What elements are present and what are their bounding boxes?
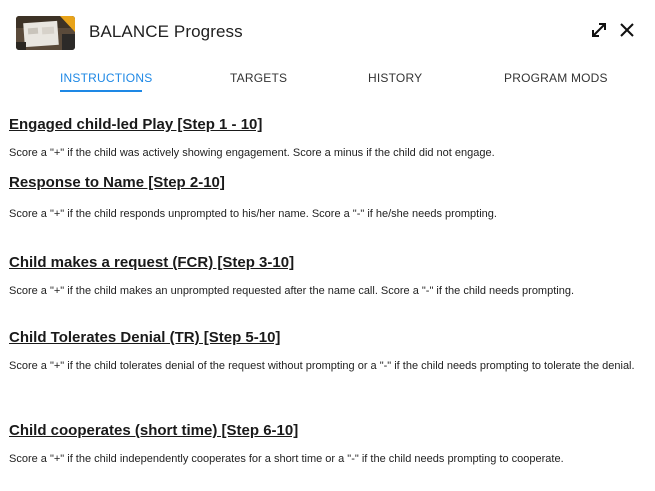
- tab-history[interactable]: HISTORY: [368, 71, 423, 85]
- active-tab-indicator: [60, 90, 142, 92]
- section-body: Score a "+" if the child responds unprompted to his/her name. Score a "-" if he/she needs prompting.: [9, 208, 497, 220]
- tab-instructions[interactable]: INSTRUCTIONS: [60, 71, 153, 85]
- dialog-header: [0, 0, 655, 64]
- dialog-title: BALANCE Progress: [89, 22, 243, 41]
- section-title: Child Tolerates Denial (TR) [Step 5-10]: [9, 329, 281, 346]
- section-title: Engaged child-led Play [Step 1 - 10]: [9, 116, 263, 133]
- section-body: Score a "+" if the child was actively showing engagement. Score a minus if the child did not engage.: [9, 147, 495, 159]
- section-title: Child cooperates (short time) [Step 6-10]: [9, 422, 299, 439]
- section-body: Score a "+" if the child makes an unprompted requested after the name call. Score a "-" if the child needs prompting.: [9, 285, 575, 297]
- close-icon[interactable]: [617, 20, 637, 40]
- tab-program-mods[interactable]: PROGRAM MODS: [504, 71, 608, 85]
- expand-icon[interactable]: [589, 20, 609, 40]
- section-body: Score a "+" if the child tolerates denial of the request without prompting or a "-" if the child needs prompting to tolerate the denial.: [9, 360, 635, 372]
- tab-bar: [0, 64, 655, 94]
- activity-thumbnail-image: [16, 16, 75, 50]
- section-title: Child makes a request (FCR) [Step 3-10]: [9, 254, 295, 271]
- tab-targets[interactable]: TARGETS: [230, 71, 288, 85]
- section-title: Response to Name [Step 2-10]: [9, 174, 225, 191]
- section-body: Score a "+" if the child independently cooperates for a short time or a "-" if the child needs prompting to cooperate.: [9, 453, 564, 465]
